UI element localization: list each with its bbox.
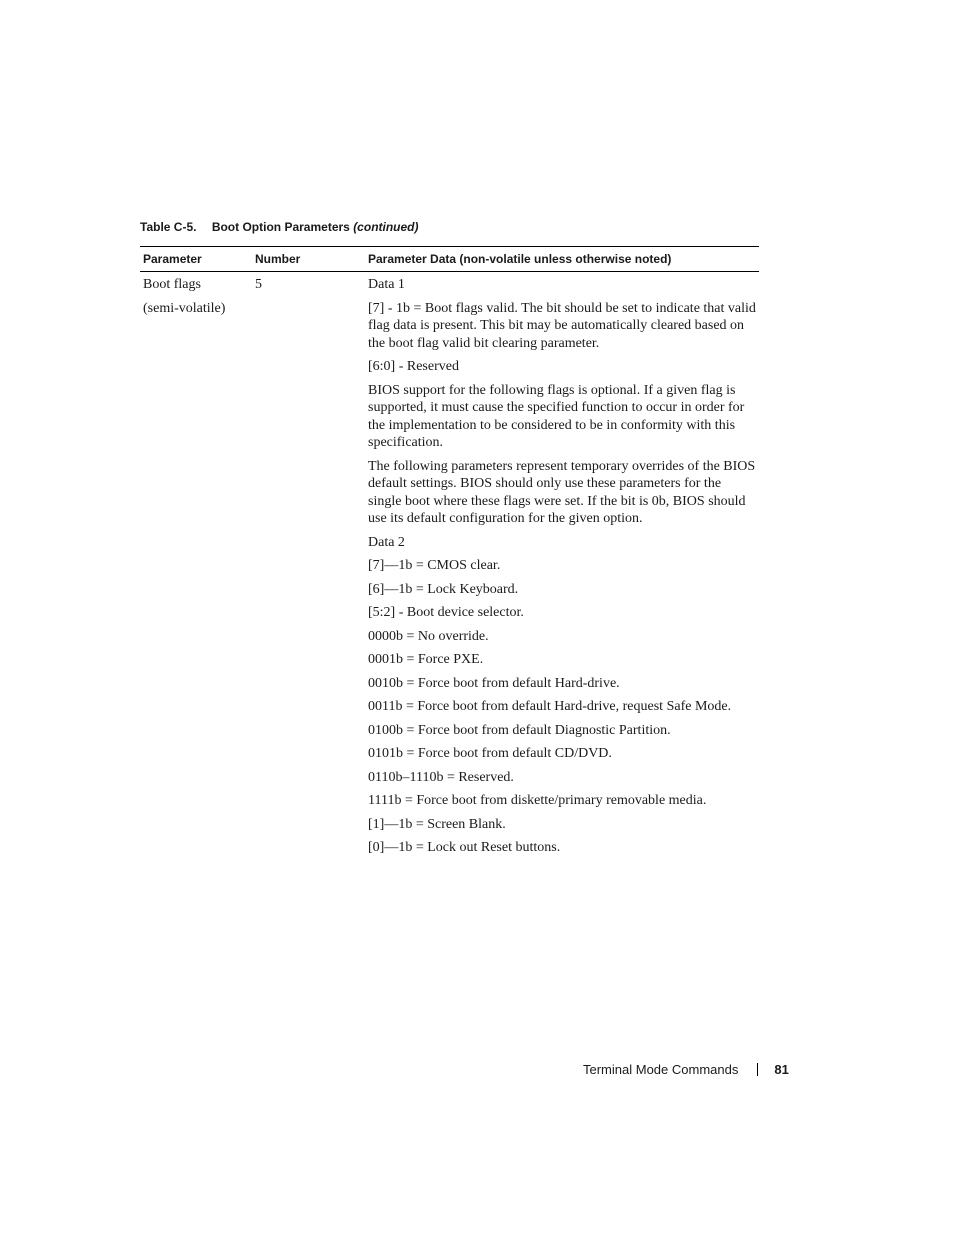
data-line: 0001b = Force PXE.: [368, 652, 484, 667]
data-line: 0011b = Force boot from default Hard-drive, request Safe Mode.: [368, 699, 732, 714]
data-line: 0100b = Force boot from default Diagnostic Partition.: [368, 722, 671, 738]
parameter-number: 5: [255, 277, 262, 292]
data-line: Data 1: [368, 277, 405, 292]
data-line: [5:2] - Boot device selector.: [368, 605, 524, 620]
cell-number: [255, 276, 355, 300]
header-parameter-data: Parameter Data (non-volatile unless otherwise noted): [368, 252, 672, 266]
data-line: 0010b = Force boot from default Hard-drive.: [368, 675, 620, 691]
boot-option-parameters-table: [140, 246, 759, 855]
table-caption: [140, 220, 419, 234]
data-line: [0]—1b = Lock out Reset buttons.: [368, 840, 561, 855]
cell-parameter: [143, 276, 251, 323]
footer-section-title: Terminal Mode Commands: [583, 1062, 739, 1077]
table-title: Boot Option Parameters: [211, 220, 350, 234]
parameter-name: Boot flags: [143, 277, 201, 292]
table-header-row: [140, 246, 759, 272]
data-line: BIOS support for the following flags is optional. If a given flag is supported, it must cause the specified function to occur in order for the implementation to be considered to be in conformity with this specification.: [368, 382, 745, 450]
data-line: [7] - 1b = Boot flags valid. The bit should be set to indicate that valid flag data is present. This bit may be automatically cleared based on the boot flag valid bit clearing parameter.: [368, 300, 756, 351]
data-line: 0110b–1110b = Reserved.: [368, 769, 514, 785]
cell-parameter-data: [368, 276, 756, 863]
page-number: 81: [774, 1062, 789, 1077]
data-line: [6]—1b = Lock Keyboard.: [368, 581, 519, 597]
data-line: 0000b = No override.: [368, 628, 489, 644]
header-parameter: Parameter: [143, 252, 202, 266]
parameter-note: (semi-volatile): [143, 300, 226, 316]
page-footer: [583, 1062, 789, 1077]
data-line: 1111b = Force boot from diskette/primary removable media.: [368, 793, 707, 808]
data-line: 0101b = Force boot from default CD/DVD.: [368, 746, 612, 761]
data-line: [1]—1b = Screen Blank.: [368, 816, 506, 832]
data-line: [7]—1b = CMOS clear.: [368, 558, 501, 573]
table-continued-note: (continued): [353, 220, 419, 234]
data-line: [6:0] - Reserved: [368, 359, 459, 374]
table-number: Table C-5.: [140, 220, 197, 234]
footer-separator: [757, 1063, 758, 1076]
data-line: Data 2: [368, 534, 405, 550]
header-number: Number: [255, 252, 301, 266]
data-line: The following parameters represent temporary overrides of the BIOS default settings. BIOS should only use these parameters for the single boot where these flags were set. If the bit is 0b, BIOS should use its default configuration for the given option.: [368, 458, 756, 526]
